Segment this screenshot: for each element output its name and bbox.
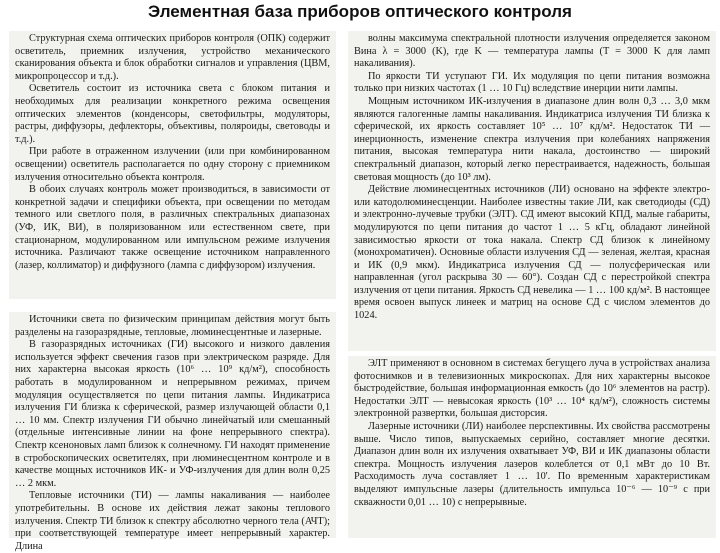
paragraph: В газоразрядных источниках (ГИ) высокого и низкого давления используется эффект свечения газов при электрическом разряде. Для них характерна высокая яркость (10⁶ … 10⁹ кд/м²), способность работать в модулированном и непрерывном режимах, причем модуляция осуществляется по цепи питания лампы. Индикатриса излучения ГИ близка к сферической, размер излучающей области 0,1 … 10 мм. Спектр излучения ГИ обычно линейчатый или смешанный (отдельные интенсивные линии на фоне непрерывного спектра). Спектр ксеноновых ламп близок к солнечному. ГИ находят применение в стробоскопических осветителях, при люминесцентном контроле и в качестве мощных источников ИК- и УФ-излучения для длин волн 0,25 … 2 мкм. bbox=[15, 339, 330, 489]
scan-text-block bbox=[354, 33, 710, 349]
paragraph: Источники света по физическим принципам действия могут быть разделены на газоразрядные, тепловые, люминесцентные и лазерные. bbox=[15, 314, 330, 338]
paragraph: В обоих случаях контроль может производиться, в зависимости от конкретной задачи и специфики объекта, при освещении по методам темного или светлого поля, в различных спектральных диапазонах (УФ, ИК, ВИ), в поляризованном или естественном свете, при стационарном, модулированном или импульсном режиме излучения источника. Различают также освещение источником направленного (лазер, коллиматор) и диффузного (лампа с диффузором) излучения. bbox=[15, 184, 330, 271]
text-scan-right-bottom bbox=[348, 356, 716, 538]
paragraph: Структурная схема оптических приборов контроля (ОПК) содержит осветитель, приемник излучения, устройство механического сканирования объекта и блок обработки сигналов и управления (ЦВМ, микропроцессор и т.д.). bbox=[15, 33, 330, 82]
paragraph: Лазерные источники (ЛИ) наиболее перспективны. Их свойства рассмотрены выше. Число типов, выпускаемых серийно, составляет многие десятки. Диапазон длин волн их излучения охватывает УФ, ВИ и ИК диапазоны области спектра. Мощность излучения лазеров колеблется от 0,1 мВт до 10 Вт. Расходимость луча составляет 1 … 10'. По временным характеристикам выделяют импульсные лазеры (длительность импульса 10⁻⁶ — 10⁻⁹ с при скважности 0,01 … 10) с непрерывные. bbox=[354, 420, 710, 508]
scan-text-block bbox=[15, 33, 330, 297]
paragraph: При работе в отраженном излучении (или при комбинированном освещении) осветитель располагается по одну сторону с приемником излучения относительно объекта контроля. bbox=[15, 146, 330, 183]
text-scan-left-bottom bbox=[9, 312, 336, 552]
paragraph: По яркости ТИ уступают ГИ. Их модуляция по цепи питания возможна только при низких частотах (1 … 10 Гц) вследствие инерции нити лампы. bbox=[354, 70, 710, 95]
paragraph: Мощным источником ИК-излучения в диапазоне длин волн 0,3 … 3,0 мкм являются галогенные лампы накаливания. Индикатриса излучения ТИ близка к сферической, их яркость составляет 10⁵ … 10⁷ кд/м². Недостаток ТИ — инерционность, изменение спектра излучения при колебаниях напряжения питания, высокая температура нити накала, достоинство — широкий спектральный диапазон, который легко перестраивается, надежность, большая световая мощность (до 10³ лм). bbox=[354, 95, 710, 183]
paragraph: ЭЛТ применяют в основном в системах бегущего луча в устройствах анализа фотоснимков и в телевизионных микроскопах. Для них характерны высокое быстродействие, большая информационная емкость (до 10⁶ элементов на растр). Недостатки ЭЛТ — невысокая яркость (10³ … 10⁴ кд/м²), сложность системы электронной развертки, большая дисторсия. bbox=[354, 358, 710, 420]
scan-text-block bbox=[354, 358, 710, 536]
paragraph: волны максимума спектральной плотности излучения определяется законом Вина λ = 3000 (K), где K — температура лампы (T = 3000 K для ламп накаливания). bbox=[354, 33, 710, 70]
scan-text-block bbox=[15, 314, 330, 552]
text-scan-right-top bbox=[348, 31, 716, 351]
paragraph: Действие люминесцентных источников (ЛИ) основано на эффекте электро- или катодолюминесценции. Наиболее известны такие ЛИ, как светодиоды (СД) и электронно-лучевые трубки (ЭЛТ). СД имеют высокий КПД, малые габариты, модулируются по цепи питания до частот 1 … 5 кГц, обладают линейной зависимостью яркости от тока накала. Спектр СД близок к линейному (монохроматичен). Основные области излучения СД — зеленая, желтая, красная и ИК (0,9 мкм). Индикатриса излучения СД — полусферическая или направленная (угол раскрыва 30 — 60°). Создан СД с перестройкой спектра излучения от цепи питания. Яркость СД невелика — 1 … 100 кд/м². В настоящее время освоен выпуск линеек и матриц на основе СД с числом элементов до 1024. bbox=[354, 184, 710, 322]
paragraph: Тепловые источники (ТИ) — лампы накаливания — наиболее употребительны. В основе их действия лежат законы теплового излучения. Спектр ТИ близок к спектру абсолютно черного тела (АЧТ); при соответствующей температуре имеет непрерывный характер. Длина bbox=[15, 490, 330, 552]
text-scan-left-top bbox=[9, 31, 336, 299]
paragraph: Осветитель состоит из источника света с блоком питания и необходимых для реализации конкретного режима освещения оптических элементов (конденсоры, светофильтры, модуляторы, растры, диффузоры, дефлекторы, объективы, поляроиды, световоды и т.д.). bbox=[15, 83, 330, 145]
page-title: Элементная база приборов оптического контроля bbox=[148, 2, 572, 21]
